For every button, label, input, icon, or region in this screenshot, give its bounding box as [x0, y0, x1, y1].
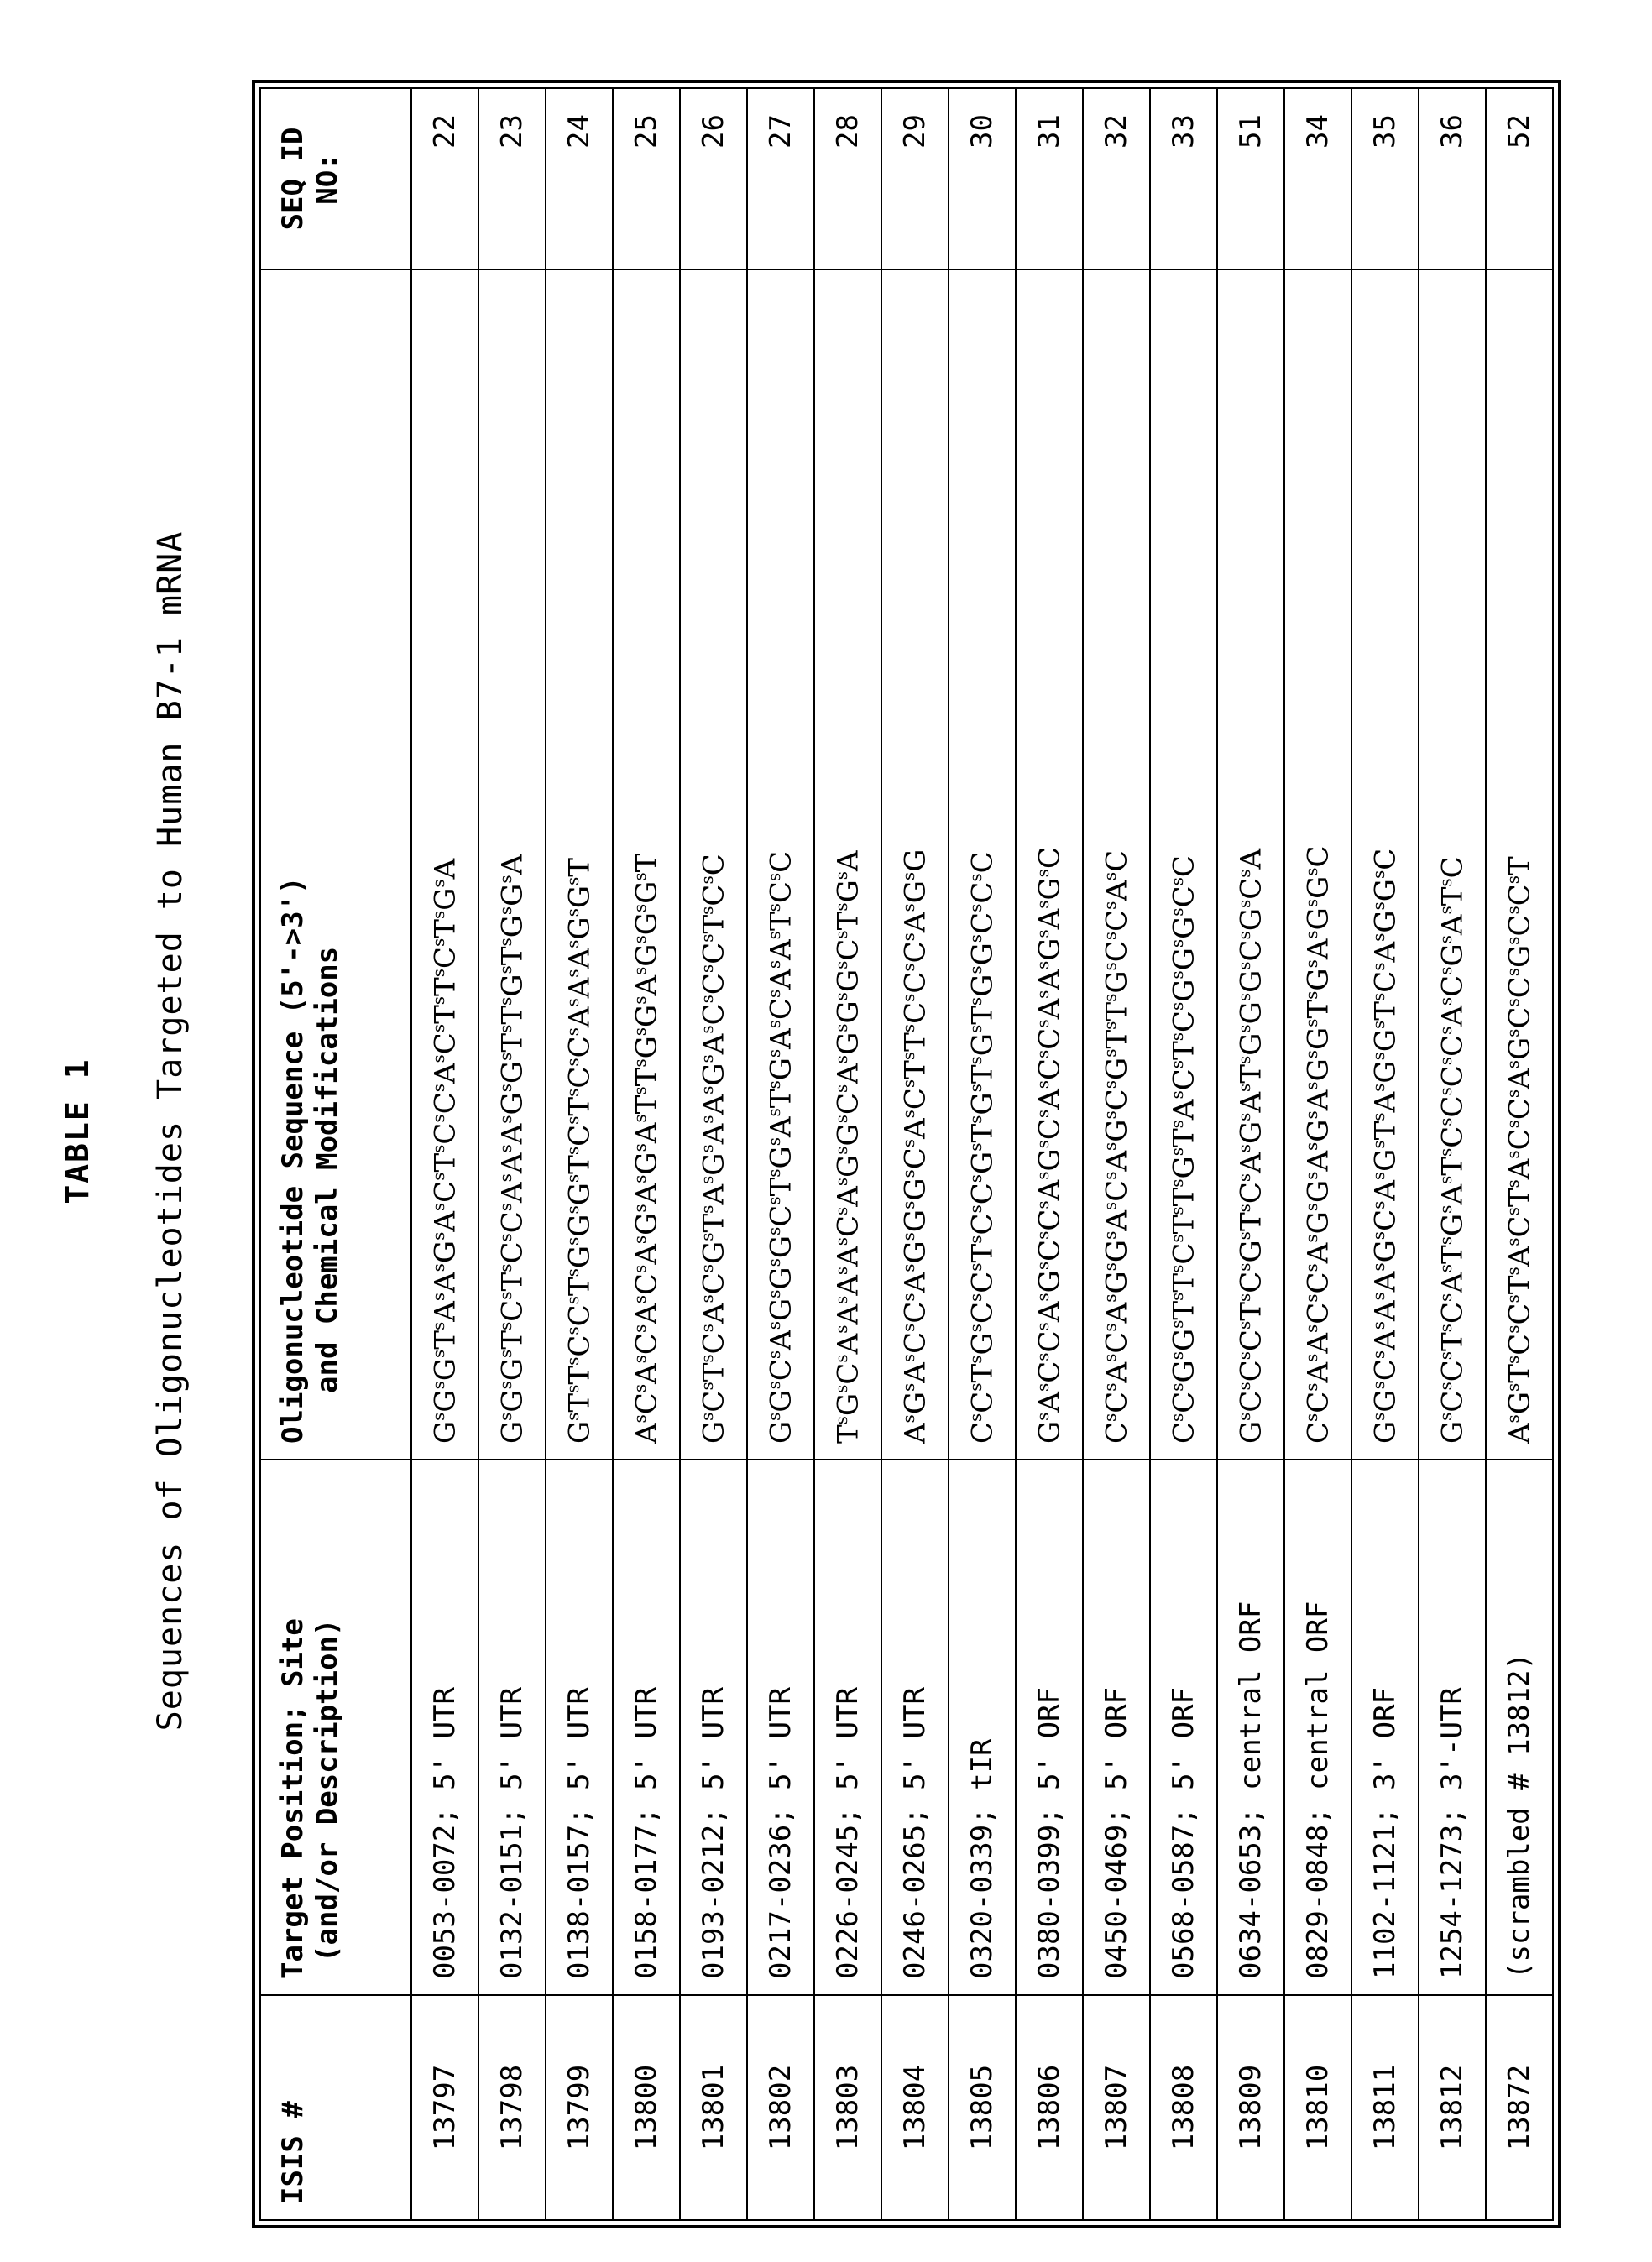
target-position: 0217-0236; 5' UTR [747, 1460, 814, 1995]
oligonucleotide-sequence: $G^sG^sG^sT^sA^sA^sG^sA^sC^sT^sC^sC^sA^sC^sT^sT^sC^sT^sG^sA$ [411, 269, 478, 1460]
isis-number: 13803 [814, 1995, 881, 2220]
table-row [814, 88, 881, 2220]
oligonucleotide-sequence: $T^sG^sC^sA^sA^sA^sA^sC^sA^sG^sG^sC^sA^sG^sG^sG^sC^sT^sG^sA$ [814, 269, 881, 1460]
table-row [1016, 88, 1083, 2220]
oligonucleotide-sequence: $C^sC^sA^sA^sC^sC^sA^sG^sG^sA^sG^sA^sG^sG^sT^sG^sA^sG^sG^sC$ [1284, 269, 1351, 1460]
isis-number: 13810 [1284, 1995, 1351, 2220]
target-position: 0246-0265; 5' UTR [881, 1460, 949, 1995]
target-position: 0138-0157; 5' UTR [546, 1460, 613, 1995]
table-row [546, 88, 613, 2220]
isis-number: 13801 [680, 1995, 747, 2220]
target-position: 0380-0399; 5' ORF [1016, 1460, 1083, 1995]
oligonucleotide-sequence: $G^sG^sC^sA^sG^sG^sG^sC^sT^sG^sA^sT^sG^sA^sC^sA^sA^sT^sC^sC$ [747, 269, 814, 1460]
target-position: 1254-1273; 3'-UTR [1419, 1460, 1486, 1995]
oligonucleotide-sequence: $A^sG^sA^sC^sC^sA^sG^sG^sG^sC^sA^sC^sT^sT^sC^sC^sC^sA^sG^sG$ [881, 269, 949, 1460]
isis-number: 13809 [1217, 1995, 1284, 2220]
table-row [1284, 88, 1351, 2220]
table-title: Sequences of Oligonucleotides Targeted to Human B7-1 mRNA [151, 530, 190, 1732]
isis-number: 13807 [1083, 1995, 1150, 2220]
oligonucleotide-sequence: $C^sC^sG^sG^sT^sT^sC^sT^sT^sG^sT^sA^sC^sT^sC^sG^sG^sG^sC^sC$ [1150, 269, 1217, 1460]
isis-number: 13797 [411, 1995, 478, 2220]
seq-id-number: 32 [1083, 88, 1150, 269]
target-position: 0450-0469; 5' ORF [1083, 1460, 1150, 1995]
seq-id-number: 30 [949, 88, 1016, 269]
isis-number: 13799 [546, 1995, 613, 2220]
table-row [1217, 88, 1284, 2220]
target-position: 0158-0177; 5' UTR [613, 1460, 680, 1995]
isis-number: 13800 [613, 1995, 680, 2220]
seq-id-number: 23 [478, 88, 546, 269]
isis-number: 13812 [1419, 1995, 1486, 2220]
isis-number: 13808 [1150, 1995, 1217, 2220]
oligonucleotide-sequence: $C^sC^sA^sC^sA^sG^sG^sA^sC^sA^sG^sC^sG^sT^sT^sG^sC^sC^sA^sC$ [1083, 269, 1150, 1460]
seq-id-number: 34 [1284, 88, 1351, 269]
oligonucleotide-table [259, 87, 1554, 2221]
target-position: 0634-0653; central ORF [1217, 1460, 1284, 1995]
isis-number: 13804 [881, 1995, 949, 2220]
target-position: 0226-0245; 5' UTR [814, 1460, 881, 1995]
seq-id-number: 36 [1419, 88, 1486, 269]
seq-id-number: 24 [546, 88, 613, 269]
oligonucleotide-sequence: $A^sG^sT^sC^sC^sT^sA^sC^sT^sA^sC^sC^sA^sG^sC^sC^sG^sC^sC^sT$ [1486, 269, 1553, 1460]
header-seq-id: SEQ ID NO: [260, 88, 411, 269]
table-row [949, 88, 1016, 2220]
header-isis: ISIS # [260, 1995, 411, 2220]
table-row [747, 88, 814, 2220]
target-position: 0053-0072; 5' UTR [411, 1460, 478, 1995]
seq-id-number: 27 [747, 88, 814, 269]
target-position: 0320-0339; tIR [949, 1460, 1016, 1995]
oligonucleotide-sequence: $G^sT^sT^sC^sC^sT^sG^sG^sG^sT^sC^sT^sC^sC^sA^sA^sA^sG^sG^sT$ [546, 269, 613, 1460]
table-row [881, 88, 949, 2220]
isis-number: 13798 [478, 1995, 546, 2220]
isis-number: 13806 [1016, 1995, 1083, 2220]
table-frame [252, 80, 1561, 2228]
seq-id-number: 22 [411, 88, 478, 269]
oligonucleotide-sequence: $C^sC^sT^sG^sC^sC^sT^sC^sC^sG^sT^sG^sT^sG^sT^sG^sG^sC^sC^sC$ [949, 269, 1016, 1460]
table-row [1351, 88, 1419, 2220]
oligonucleotide-sequence: $G^sG^sG^sT^sC^sT^sC^sC^sA^sA^sA^sG^sG^sT^sT^sG^sT^sG^sG^sA$ [478, 269, 546, 1460]
seq-id-number: 31 [1016, 88, 1083, 269]
oligonucleotide-sequence: $G^sC^sC^sT^sC^sA^sT^sG^sA^sT^sC^sC^sC^sC^sA^sC^sG^sA^sT^sC$ [1419, 269, 1486, 1460]
oligonucleotide-sequence: $G^sG^sC^sA^sA^sA^sG^sC^sA^sG^sT^sA^sG^sG^sT^sC^sA^sG^sG^sC$ [1351, 269, 1419, 1460]
isis-number: 13872 [1486, 1995, 1553, 2220]
seq-id-number: 29 [881, 88, 949, 269]
target-position: 0829-0848; central ORF [1284, 1460, 1351, 1995]
table-row [1486, 88, 1553, 2220]
isis-number: 13811 [1351, 1995, 1419, 2220]
seq-id-number: 51 [1217, 88, 1284, 269]
table-row [411, 88, 478, 2220]
table-row [478, 88, 546, 2220]
oligonucleotide-sequence: $G^sA^sC^sC^sA^sG^sC^sC^sA^sG^sC^sA^sC^sC^sA^sA^sG^sA^sG^sC$ [1016, 269, 1083, 1460]
target-position: (scrambled # 13812) [1486, 1460, 1553, 1995]
target-position: 0132-0151; 5' UTR [478, 1460, 546, 1995]
table-row [613, 88, 680, 2220]
header-row [260, 88, 411, 2220]
oligonucleotide-sequence: $G^sC^sC^sC^sT^sC^sG^sT^sC^sA^sG^sA^sT^sG^sG^sG^sC^sG^sC^sA$ [1217, 269, 1284, 1460]
oligonucleotide-sequence: $A^sC^sA^sC^sA^sC^sA^sG^sA^sG^sA^sT^sT^sG^sG^sA^sG^sG^sG^sT$ [613, 269, 680, 1460]
isis-number: 13805 [949, 1995, 1016, 2220]
seq-id-number: 25 [613, 88, 680, 269]
table-number: TABLE 1 [59, 1058, 96, 1204]
isis-number: 13802 [747, 1995, 814, 2220]
target-position: 0568-0587; 5' ORF [1150, 1460, 1217, 1995]
target-position: 0193-0212; 5' UTR [680, 1460, 747, 1995]
table-row [1419, 88, 1486, 2220]
header-target: Target Position; Site (and/or Description) [260, 1460, 411, 1995]
seq-id-number: 52 [1486, 88, 1553, 269]
table-row [1083, 88, 1150, 2220]
table-body [411, 88, 1553, 2220]
table-row [1150, 88, 1217, 2220]
seq-id-number: 33 [1150, 88, 1217, 269]
oligonucleotide-sequence: $G^sC^sT^sC^sA^sC^sG^sT^sA^sG^sA^sA^sG^sA^sC^sC^sC^sT^sC^sC$ [680, 269, 747, 1460]
seq-id-number: 26 [680, 88, 747, 269]
table-row [680, 88, 747, 2220]
target-position: 1102-1121; 3' ORF [1351, 1460, 1419, 1995]
seq-id-number: 28 [814, 88, 881, 269]
header-sequence: Oligonucleotide Sequence (5'->3') and Chemical Modifications [260, 269, 411, 1460]
seq-id-number: 35 [1351, 88, 1419, 269]
